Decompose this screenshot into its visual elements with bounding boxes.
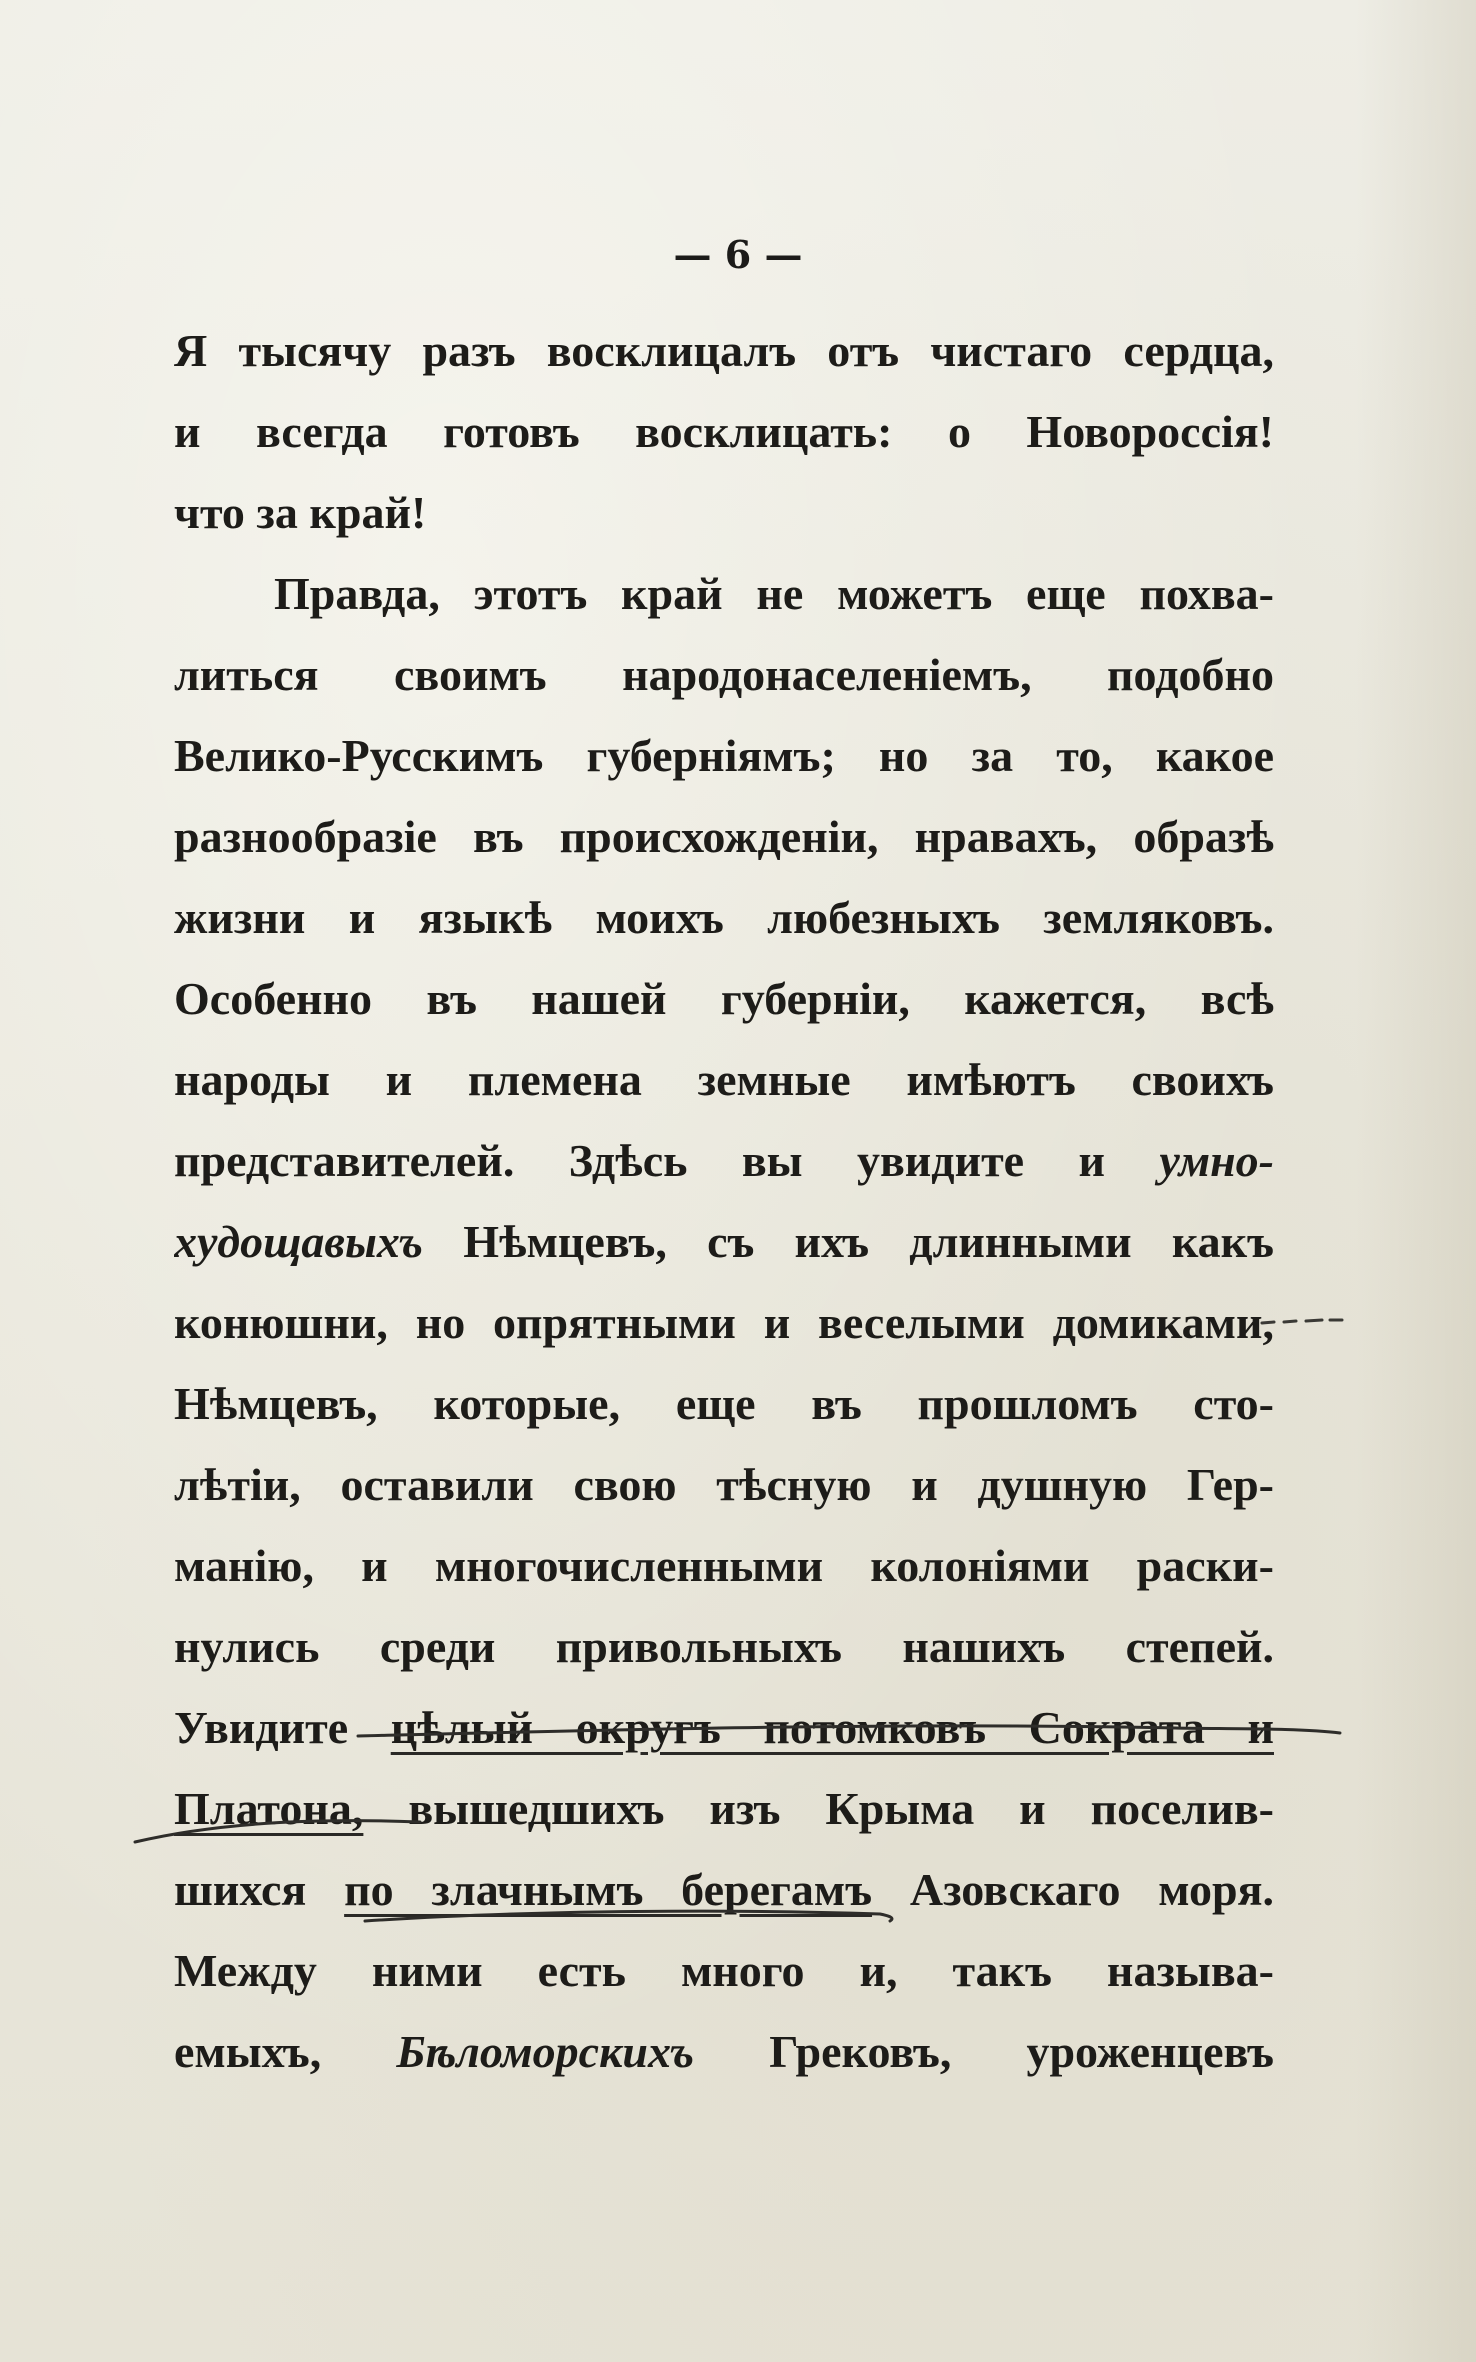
italic-text: умно- bbox=[1159, 1135, 1274, 1186]
text-segment: лѣтіи, оставили свою тѣсную и душную Гер- bbox=[174, 1459, 1274, 1510]
text-segment: Велико-Русскимъ губерніямъ; но за то, какое bbox=[174, 730, 1274, 781]
text-line bbox=[174, 391, 1274, 472]
text-segment: Увидите bbox=[174, 1702, 391, 1753]
text-segment: Нѣмцевъ, которые, еще въ прошломъ сто- bbox=[174, 1378, 1274, 1429]
text-segment: что за край! bbox=[174, 487, 427, 538]
text-segment: разнообразіе въ происхожденіи, нравахъ, образѣ bbox=[174, 811, 1274, 862]
text-segment: нулись среди привольныхъ нашихъ степей. bbox=[174, 1621, 1274, 1672]
text-segment: конюшни, но опрятными и веселыми домиками, bbox=[174, 1297, 1274, 1348]
text-line bbox=[174, 1606, 1274, 1687]
italic-text: Бѣломорскихъ bbox=[396, 2026, 695, 2077]
text-segment: Я тысячу разъ восклицалъ отъ чистаго сердца, bbox=[174, 325, 1274, 376]
italic-text: худощавыхъ bbox=[174, 1216, 423, 1267]
text-segment: Нѣмцевъ, съ ихъ длинными какъ bbox=[422, 1216, 1274, 1267]
text-line bbox=[174, 310, 1274, 391]
text-segment: шихся bbox=[174, 1864, 345, 1915]
text-line bbox=[174, 1120, 1274, 1201]
text-segment: литься своимъ народонаселеніемъ, подобно bbox=[174, 649, 1274, 700]
text-line bbox=[174, 1768, 1274, 1849]
text-segment: жизни и языкѣ моихъ любезныхъ земляковъ. bbox=[174, 892, 1274, 943]
text-line bbox=[174, 796, 1274, 877]
text-segment: народы и племена земные имѣютъ своихъ bbox=[174, 1054, 1274, 1105]
text-line bbox=[174, 1444, 1274, 1525]
text-segment: представителей. Здѣсь вы увидите и bbox=[174, 1135, 1160, 1186]
text-segment: вышедшихъ изъ Крыма и поселив- bbox=[363, 1783, 1274, 1834]
text-segment: Грековъ, уроженцевъ bbox=[694, 2026, 1274, 2077]
text-line bbox=[174, 1525, 1274, 1606]
text-line bbox=[174, 634, 1274, 715]
text-segment: и всегда готовъ восклицать: о Новороссія! bbox=[174, 406, 1274, 457]
underlined-text: по злачнымъ берегамъ bbox=[344, 1864, 873, 1915]
text-line bbox=[174, 958, 1274, 1039]
text-line bbox=[174, 1930, 1274, 2011]
underlined-text: Платона, bbox=[174, 1783, 364, 1834]
underlined-text: цѣлый округъ потомковъ Сократа и bbox=[390, 1702, 1274, 1753]
text-line bbox=[174, 1687, 1274, 1768]
text-segment: емыхъ, bbox=[174, 2026, 397, 2077]
text-line bbox=[174, 553, 1274, 634]
text-line bbox=[174, 1849, 1274, 1930]
text-line bbox=[174, 1201, 1274, 1282]
text-line bbox=[174, 2011, 1274, 2092]
text-segment: Азовскаго моря. bbox=[872, 1864, 1274, 1915]
text-line bbox=[174, 715, 1274, 796]
text-segment: Особенно въ нашей губерніи, кажется, всѣ bbox=[174, 973, 1274, 1024]
pencil-dash-mark bbox=[1262, 1320, 1342, 1323]
text-line bbox=[174, 1282, 1274, 1363]
text-segment: манію, и многочисленными колоніями раски- bbox=[174, 1540, 1274, 1591]
page-edge-shadow bbox=[1356, 0, 1476, 2362]
text-line bbox=[174, 472, 1274, 553]
body-text bbox=[174, 310, 1274, 2092]
text-line bbox=[174, 877, 1274, 958]
text-line bbox=[174, 1039, 1274, 1120]
text-line bbox=[174, 1363, 1274, 1444]
text-segment: Правда, этотъ край не можетъ еще похва- bbox=[274, 568, 1274, 619]
text-segment: Между ними есть много и, такъ называ- bbox=[174, 1945, 1274, 1996]
page-number: — 6 — bbox=[673, 232, 803, 277]
